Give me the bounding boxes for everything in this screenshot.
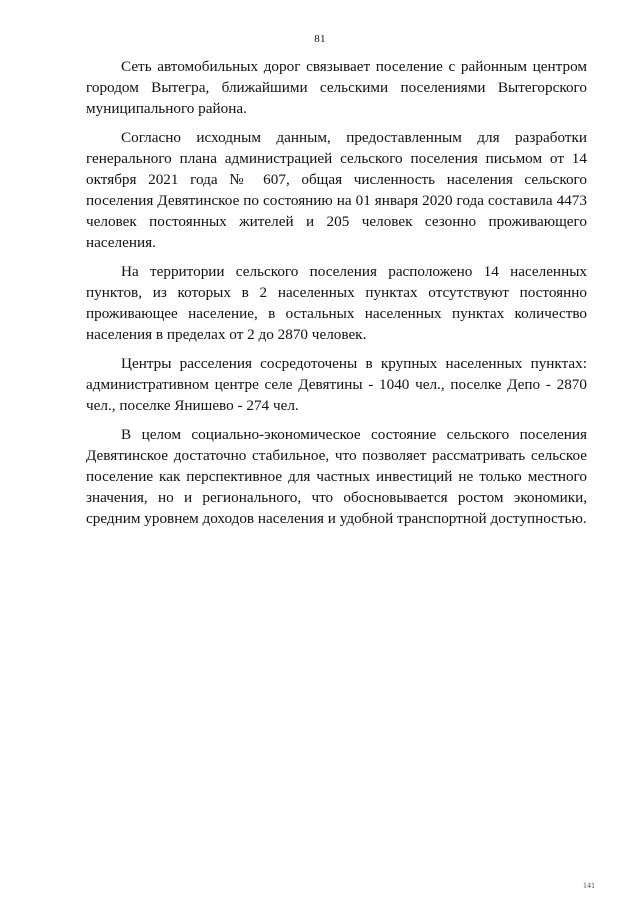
page-number: 81 xyxy=(314,33,326,45)
paragraph-economic-state: В целом социально-экономическое состояние сельского поселения Девятинское достаточно стабильное, что позволяет рассматривать сельское поселение как перспективное для частных инвестиций не только местного значения, но и регионального, что обосновывается ростом экономики, средним уровнем доходов населения и удобной транспортной доступностью. xyxy=(86,426,587,527)
paragraph-settlement-centers: Центры расселения сосредоточены в крупных населенных пунктах: административном центре селе Девятины - 1040 чел., поселке Депо - 2870 чел., поселке Янишево - 274 чел. xyxy=(86,355,587,414)
paragraph-population: Согласно исходным данным, предоставленным для разработки генерального плана администрацией сельского поселения письмом от 14 октября 2021 года № 607, общая численность населения сельского поселения Девятинское по состоянию на 01 января 2020 года составила 4473 человек постоянных жителей и 205 человек сезонно проживающего населения. xyxy=(86,129,587,251)
document-body xyxy=(86,56,587,537)
paragraph-settlements: На территории сельского поселения расположено 14 населенных пунктов, из которых в 2 населенных пунктах отсутствуют постоянно проживающее население, в остальных населенных пунктах количество населения в пределах от 2 до 2870 человек. xyxy=(86,263,587,343)
footer-mark: 141 xyxy=(583,881,595,890)
paragraph-road-network: Сеть автомобильных дорог связывает поселение с районным центром городом Вытегра, ближайшими сельскими поселениями Вытегорского муниципального района. xyxy=(86,58,587,117)
